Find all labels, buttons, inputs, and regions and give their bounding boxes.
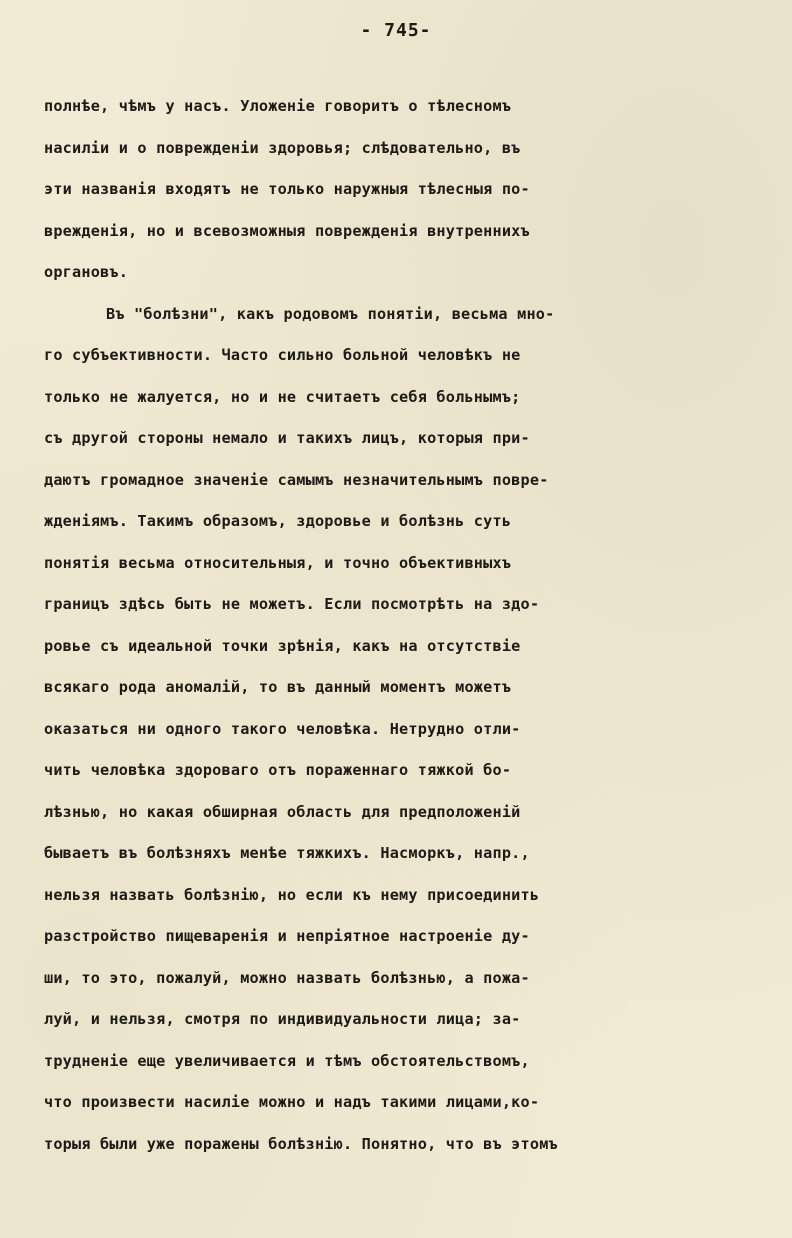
text-line: понятiя весьма относительныя, и точно объективныхъ xyxy=(44,553,512,572)
text-line: границъ здѣсь быть не можетъ. Если посмотрѣть на здо- xyxy=(44,595,540,613)
text-line: даютъ громадное значенiе самымъ незначительнымъ повре- xyxy=(44,470,549,489)
text-line: насилiи и о поврежденiи здоровья; слѣдовательно, въ xyxy=(44,138,521,157)
text-line: чить человѣка здороваго отъ пораженнаго тяжкой бо- xyxy=(44,761,512,779)
text-line: луй, и нельзя, смотря по индивидуальности лица; за- xyxy=(44,1010,521,1028)
text-line: торыя были уже поражены болѣзнiю. Понятно, что въ этомъ xyxy=(44,1134,558,1153)
text-line: всякаго рода аномалiй, то въ данный моментъ можетъ xyxy=(44,678,512,696)
text-line: трудненiе еще увеличивается и тѣмъ обстоятельствомъ, xyxy=(44,1051,530,1070)
text-line: лѣзнью, но какая обширная область для предположенiй xyxy=(44,802,521,821)
text-line: бываетъ въ болѣзняхъ менѣе тяжкихъ. Насморкъ, напр., xyxy=(44,844,530,862)
text-line: что произвести насилiе можно и надъ такими лицами,ко- xyxy=(44,1093,540,1111)
text-line: ши, то это, пожалуй, можно назвать болѣзнью, а пожа- xyxy=(44,968,530,987)
text-line: оказаться ни одного такого человѣка. Нетрудно отли- xyxy=(44,719,521,738)
text-line: только не жалуется, но и не считаетъ себя больнымъ; xyxy=(44,387,521,406)
text-line: разстройство пищеваренiя и непрiятное настроенiе ду- xyxy=(44,927,530,945)
text-line: органовъ. xyxy=(44,263,129,281)
paragraph-start-line: Въ "болѣзни", какъ родовомъ понятiи, весьма мно- xyxy=(106,304,555,323)
text-line: го субъективности. Часто сильно больной человѣкъ не xyxy=(44,346,521,364)
text-line: врежденiя, но и всевозможныя поврежденiя внутреннихъ xyxy=(44,221,530,240)
text-line: ровье съ идеальной точки зрѣнiя, какъ на отсутствiе xyxy=(44,636,521,655)
text-line: эти названiя входятъ не только наружныя тѣлесныя по- xyxy=(44,180,530,198)
page-number: - 745- xyxy=(360,20,432,41)
text-line: полнѣе, чѣмъ у насъ. Уложенiе говоритъ о тѣлесномъ xyxy=(44,97,512,115)
text-body xyxy=(44,86,764,1165)
text-line: нельзя назвать болѣзнiю, но если къ нему присоединить xyxy=(44,885,540,904)
text-line: жденiямъ. Такимъ образомъ, здоровье и болѣзнь суть xyxy=(44,512,512,530)
text-line: съ другой стороны немало и такихъ лицъ, которыя при- xyxy=(44,429,530,447)
